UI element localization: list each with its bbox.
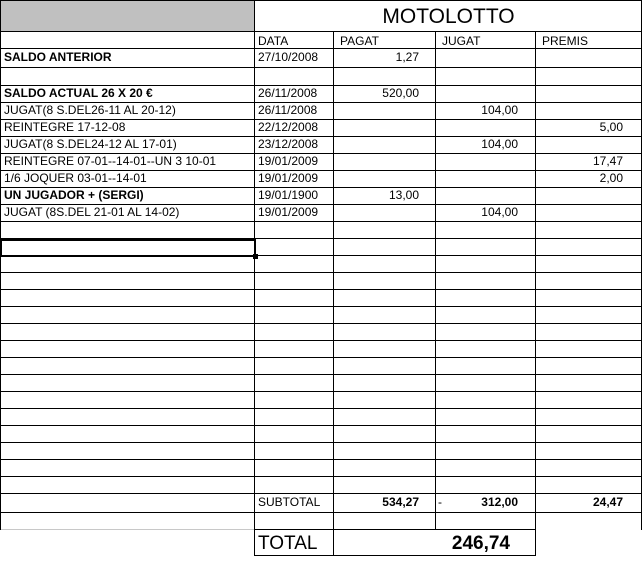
row-9-premis [536,206,623,221]
row-5-concept: JUGAT(8 S.DEL24-12 AL 17-01) [4,138,177,151]
grid-hline [0,323,642,324]
row-8-pagat: 13,00 [388,189,419,202]
row-9-jugat: 104,00 [481,206,518,219]
row-3-concept: JUGAT(8 S.DEL26-11 AL 20-12) [4,104,176,117]
row-1-concept: SALDO ANTERIOR [4,51,112,64]
row-1-data: 27/10/2008 [258,51,319,64]
row-3-jugat: 104,00 [481,104,518,117]
grid-hline [0,31,642,32]
selected-cell[interactable] [0,239,256,257]
grid-hline [0,153,642,154]
row-4-concept: REINTEGRE 17-12-08 [4,121,126,134]
row-8-jugat [436,189,518,204]
row-7-concept: 1/6 JOQUER 03-01--14-01 [4,172,147,185]
total-label: TOTAL [258,533,318,554]
row-6-concept: REINTEGRE 07-01--14-01--UN 3 10-01 [4,155,217,168]
grid-hline [0,425,642,426]
grid-hline [0,442,642,443]
grid-hline [0,272,642,273]
grid-hline [0,529,254,530]
row-8-concept: UN JUGADOR + (SERGI) [4,189,144,202]
row-2-data: 26/11/2008 [258,87,318,100]
row-2-premis [536,87,623,102]
row-9-data: 19/01/2009 [258,206,319,219]
header-jugat: JUGAT [442,35,481,48]
grid-vline [435,31,436,530]
grid-hline [0,374,642,375]
row-4-data: 22/12/2008 [258,121,319,134]
grid-hline [0,136,642,137]
header-data: DATA [258,35,289,48]
row-1-jugat [436,51,518,66]
subtotal-jugat-sign: - [438,496,442,509]
row-3-pagat [334,104,419,119]
row-2-concept: SALDO ACTUAL 26 X 20 € [4,87,153,100]
grid-hline [0,170,642,171]
subtotal-premis: 24,47 [592,496,623,509]
grid-hline [0,0,642,1]
grid-hline [0,187,642,188]
row-7-data: 19/01/2009 [258,172,319,185]
fill-handle[interactable] [253,254,258,259]
grid-hline [0,493,642,494]
row-1-premis [536,51,623,66]
row-8-data: 19/01/1900 [258,189,319,202]
grid-vline [535,31,536,556]
row-6-premis: 17,47 [592,155,623,168]
total-value: 246,74 [451,533,510,554]
subtotal-label: SUBTOTAL [258,496,321,509]
grid-hline [0,102,642,103]
grid-vline [254,0,255,556]
row-6-data: 19/01/2009 [258,155,319,168]
row-3-data: 26/11/2008 [258,104,318,117]
row-9-concept: JUGAT (8S.DEL 21-01 AL 14-02) [4,206,180,219]
grid-hline [0,340,642,341]
row-7-pagat [334,172,419,187]
subtotal-pagat: 534,27 [382,496,419,509]
grid-hline [0,67,642,68]
grid-vline [0,0,1,530]
row-8-premis [536,189,623,204]
row-5-jugat: 104,00 [481,138,518,151]
row-7-premis: 2,00 [599,172,623,185]
grid-hline [0,512,642,513]
title-left-fill [0,0,255,32]
grid-hline [0,119,642,120]
grid-hline [0,204,642,205]
grid-vline [333,31,334,556]
row-4-jugat [436,121,518,136]
row-9-pagat [334,206,419,221]
sheet-title: MOTOLOTTO [382,5,515,28]
row-2-pagat: 520,00 [382,87,419,100]
row-1-pagat: 1,27 [395,51,419,64]
row-6-jugat [436,155,518,170]
header-pagat: PAGAT [340,35,379,48]
grid-hline [0,476,642,477]
row-4-pagat [334,121,419,136]
grid-hline [0,459,642,460]
grid-hline [0,306,642,307]
grid-hline [0,408,642,409]
grid-hline [0,391,642,392]
row-5-premis [536,138,623,153]
header-premis: PREMIS [542,35,589,48]
subtotal-jugat: 312,00 [481,496,518,509]
grid-hline [0,48,642,49]
row-5-data: 23/12/2008 [258,138,319,151]
grid-hline [0,357,642,358]
row-2-jugat [436,87,518,102]
grid-hline [0,221,642,222]
grid-hline [0,85,642,86]
row-5-pagat [334,138,419,153]
row-7-jugat [436,172,518,187]
grid-hline [254,555,536,556]
row-3-premis [536,104,623,119]
row-4-premis: 5,00 [599,121,623,134]
grid-hline [0,289,642,290]
row-6-pagat [334,155,419,170]
